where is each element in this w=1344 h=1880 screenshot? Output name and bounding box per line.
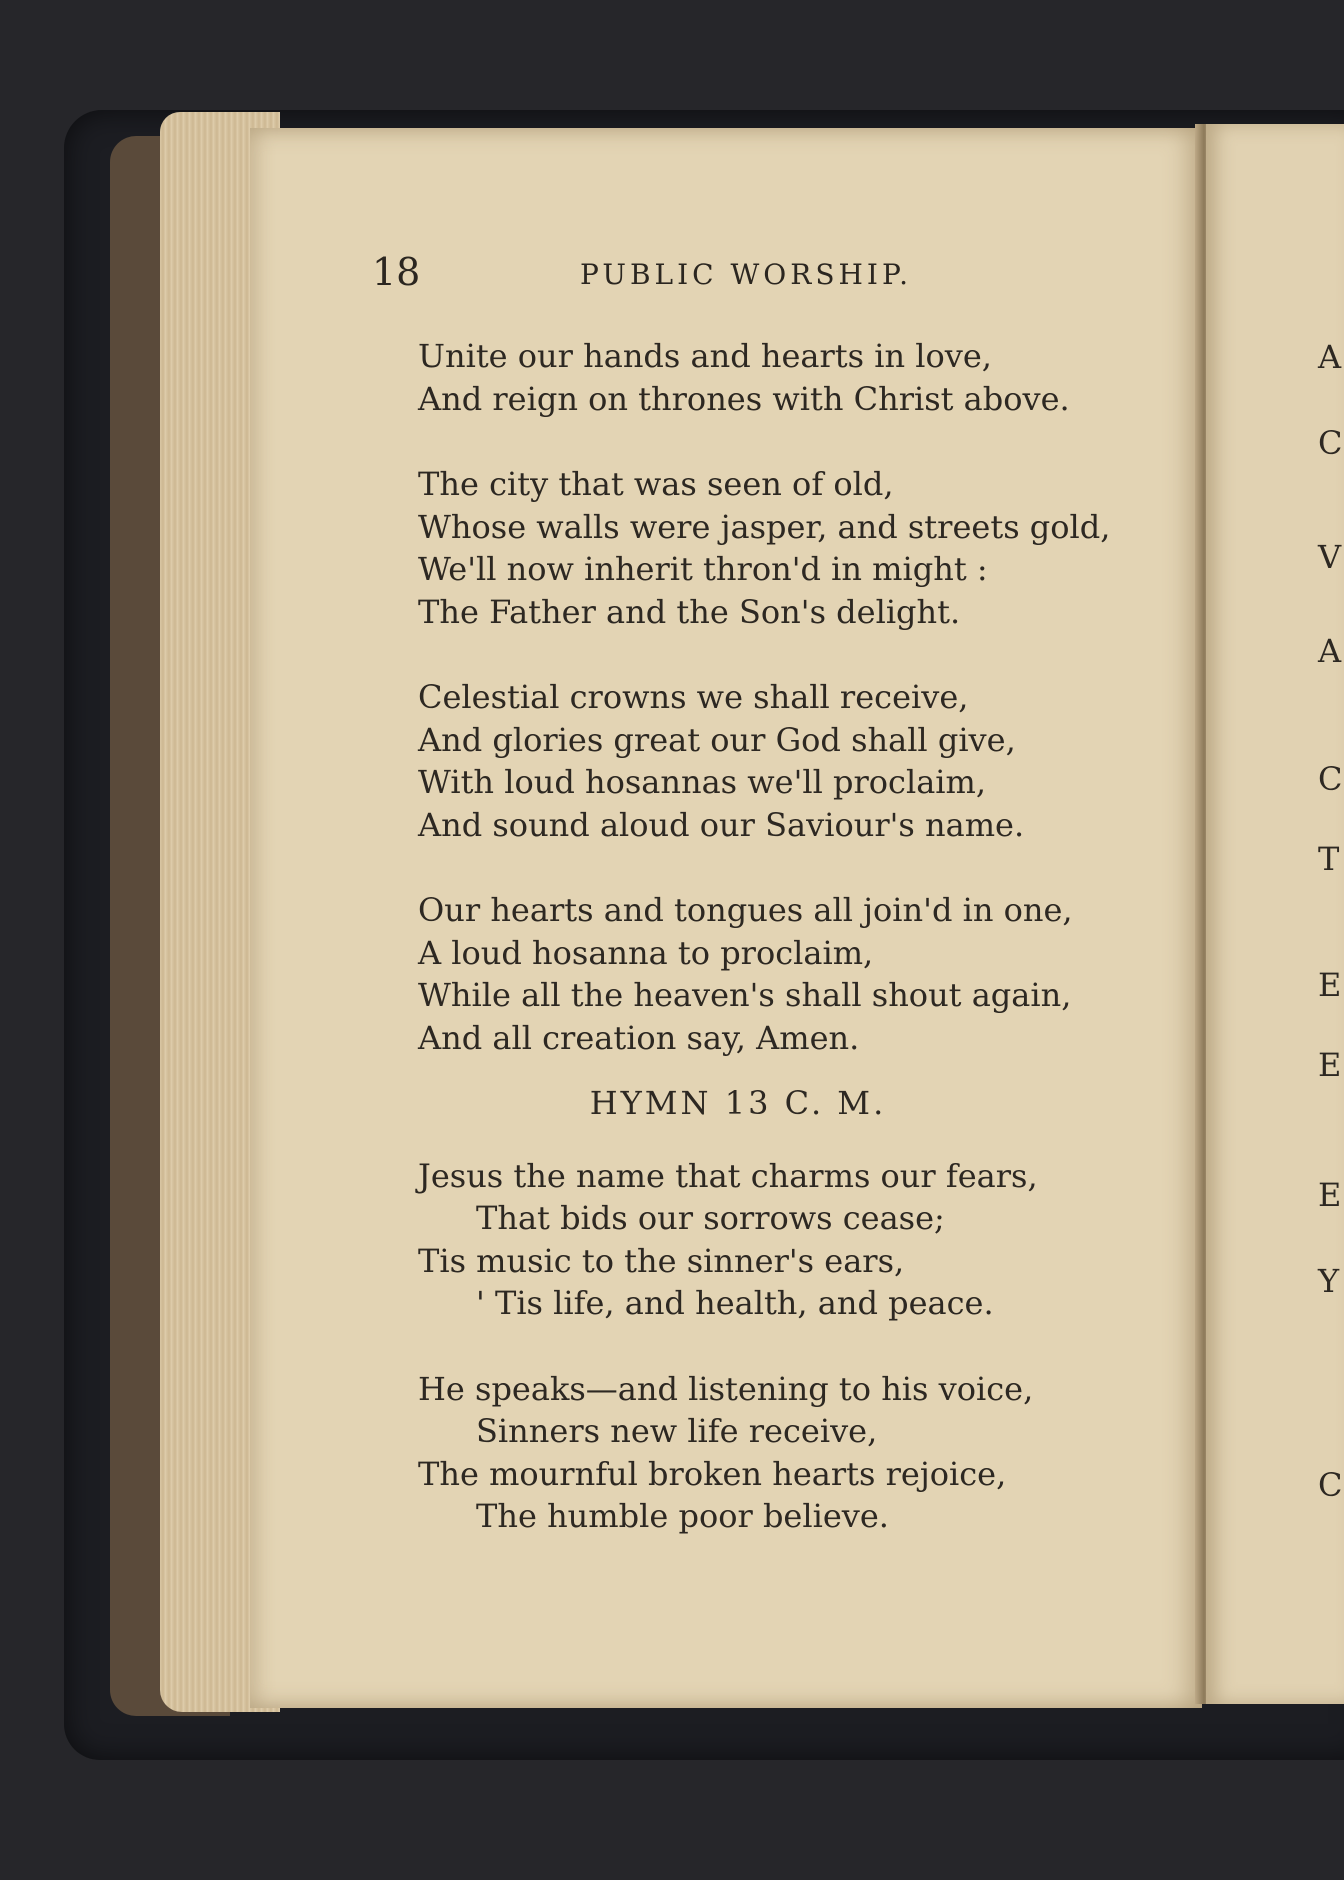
running-title: PUBLIC WORSHIP.: [580, 258, 913, 291]
facing-letter: C: [1318, 760, 1343, 798]
facing-letter: E: [1318, 1046, 1342, 1084]
verse-line: Celestial crowns we shall receive,: [418, 678, 969, 716]
stanza: [418, 676, 1178, 846]
verse-line: And glories great our God shall give,: [418, 720, 1016, 759]
facing-letter: T: [1318, 840, 1340, 878]
verse-line: Unite our hands and hearts in love,: [418, 337, 992, 375]
verse-line: With loud hosannas we'll proclaim,: [418, 763, 987, 801]
facing-letter: A: [1318, 338, 1342, 376]
verse-line: Tis music to the sinner's ears,: [418, 1241, 905, 1280]
page-text: [418, 335, 1178, 1581]
facing-letter: E: [1318, 1176, 1342, 1214]
stanza: [418, 1368, 1178, 1538]
verse-line: ' Tis life, and health, and peace.: [476, 1284, 994, 1322]
verse-line: He speaks—and listening to his voice,: [418, 1369, 1034, 1408]
verse-line: And all creation say, Amen.: [418, 1018, 860, 1057]
stanza: [418, 889, 1178, 1059]
facing-letter: V: [1318, 538, 1342, 576]
facing-letter: E: [1318, 966, 1342, 1004]
verse-line: The humble poor believe.: [476, 1497, 889, 1535]
verse-line: Our hearts and tongues all join'd in one,: [418, 891, 1073, 929]
verse-line: The Father and the Son's delight.: [418, 592, 961, 631]
facing-letter: C: [1318, 1466, 1343, 1504]
verse-line: The mournful broken hearts rejoice,: [418, 1454, 1007, 1493]
verse-line: We'll now inherit thron'd in might :: [418, 550, 988, 588]
verse-line: A loud hosanna to proclaim,: [418, 933, 874, 972]
verse-line: And reign on thrones with Christ above.: [418, 379, 1070, 418]
stanza: [418, 1155, 1178, 1325]
verse-line: The city that was seen of old,: [418, 465, 894, 503]
verse-line: Whose walls were jasper, and streets gold,: [418, 507, 1111, 546]
verse-line: And sound aloud our Saviour's name.: [418, 805, 1025, 844]
facing-letter: A: [1318, 632, 1342, 670]
page-header: [372, 250, 1172, 300]
verse-line: Sinners new life receive,: [476, 1412, 878, 1450]
verse-line: Jesus the name that charms our fears,: [418, 1156, 1038, 1195]
facing-letter: C: [1318, 424, 1343, 462]
hymn-title: HYMN 13 C. M.: [589, 1084, 887, 1122]
verse-line: That bids our sorrows cease;: [476, 1199, 945, 1237]
page-number: 18: [372, 250, 421, 294]
facing-letter: Y: [1318, 1262, 1340, 1300]
stanza: [418, 335, 1178, 420]
verse-line: While all the heaven's shall shout again,: [418, 976, 1072, 1014]
stanza: [418, 463, 1178, 633]
